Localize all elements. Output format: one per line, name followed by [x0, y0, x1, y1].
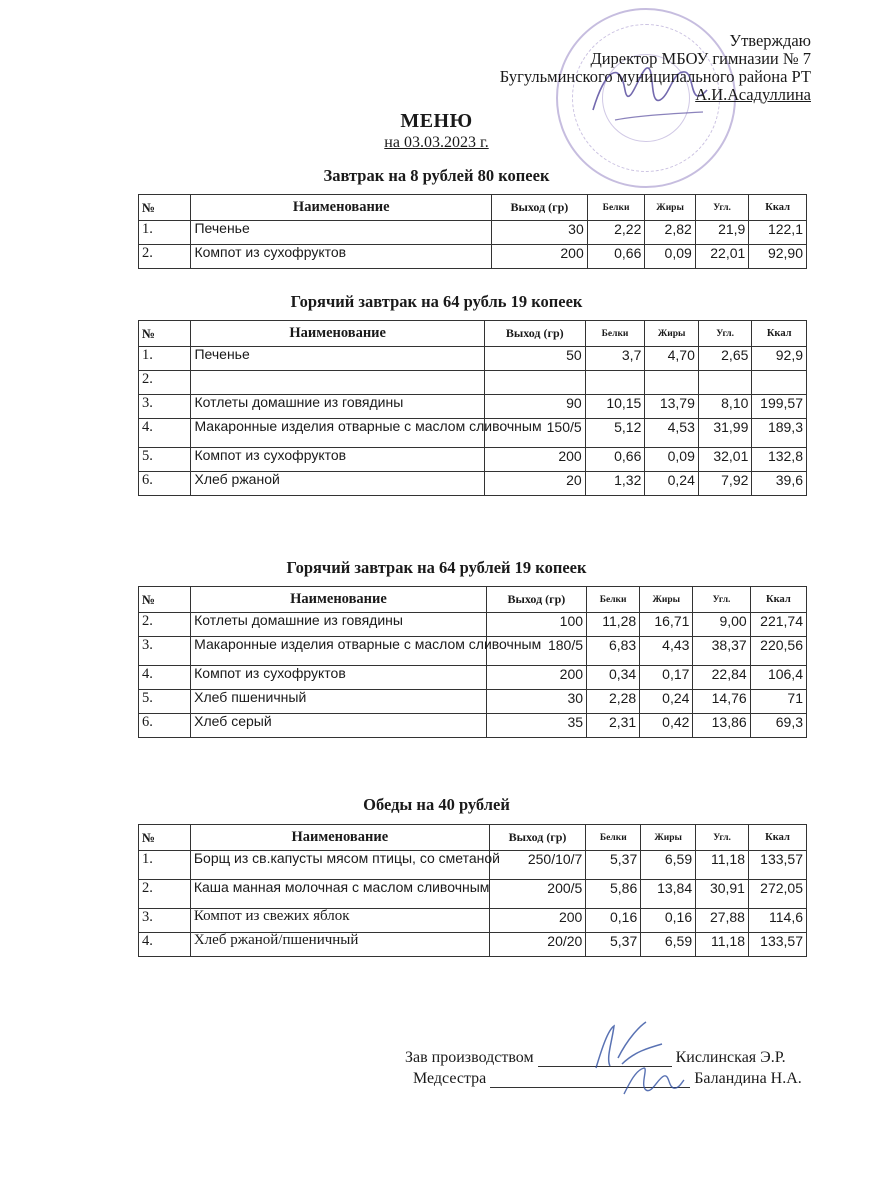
- dish-yield: 50: [484, 347, 585, 371]
- header-carbs: Угл.: [698, 321, 752, 347]
- header-kcal: Ккал: [749, 195, 807, 221]
- dish-fat: 0,42: [640, 714, 693, 738]
- dish-kcal: 189,3: [752, 419, 807, 448]
- header-name: Наименование: [191, 195, 492, 221]
- row-num: 4.: [139, 933, 191, 957]
- dish-yield: 250/10/7: [489, 851, 586, 880]
- header-fat: Жиры: [640, 587, 693, 613]
- dish-carbs: 30,91: [696, 880, 749, 909]
- signature-name: Баландина Н.А.: [694, 1070, 802, 1087]
- dish-fat: 2,82: [645, 221, 695, 245]
- dish-yield: 200: [492, 245, 588, 269]
- dish-kcal: [752, 371, 807, 395]
- dish-protein: 5,37: [586, 933, 641, 957]
- table-row: [139, 851, 807, 880]
- dish-fat: 0,24: [645, 472, 699, 496]
- header-carbs: Угл.: [696, 825, 749, 851]
- row-num: 5.: [139, 448, 191, 472]
- row-num: 6.: [139, 714, 191, 738]
- header-carbs: Угл.: [695, 195, 749, 221]
- dish-kcal: 221,74: [750, 613, 806, 637]
- header-kcal: Ккал: [752, 321, 807, 347]
- signature-role: Зав производством: [405, 1049, 534, 1066]
- dish-carbs: 21,9: [695, 221, 749, 245]
- header-num: №: [139, 195, 191, 221]
- dish-kcal: 39,6: [752, 472, 807, 496]
- dish-carbs: 22,84: [693, 666, 750, 690]
- approval-line-3: Бугульминского муниципального района РТ: [499, 67, 811, 86]
- dish-yield: 35: [486, 714, 586, 738]
- table-row: [139, 637, 807, 666]
- dish-kcal: 114,6: [748, 909, 806, 933]
- dish-protein: 2,28: [587, 690, 640, 714]
- table-row: [139, 245, 807, 269]
- dish-protein: 5,37: [586, 851, 641, 880]
- dish-protein: 2,22: [587, 221, 645, 245]
- dish-carbs: 11,18: [696, 851, 749, 880]
- dish-fat: 6,59: [641, 851, 696, 880]
- dish-fat: 6,59: [641, 933, 696, 957]
- dish-protein: 11,28: [587, 613, 640, 637]
- table-row: [139, 909, 807, 933]
- menu-table-breakfast: [138, 194, 807, 269]
- dish-name: Компот из свежих яблок: [190, 909, 489, 933]
- dish-protein: 5,86: [586, 880, 641, 909]
- dish-kcal: 122,1: [749, 221, 807, 245]
- table-row: [139, 472, 807, 496]
- dish-fat: 0,09: [645, 245, 695, 269]
- dish-carbs: 38,37: [693, 637, 750, 666]
- dish-protein: 5,12: [585, 419, 645, 448]
- dish-kcal: 220,56: [750, 637, 806, 666]
- dish-name: [191, 371, 484, 395]
- dish-fat: 13,84: [641, 880, 696, 909]
- dish-carbs: 31,99: [698, 419, 752, 448]
- table-row: [139, 395, 807, 419]
- header-protein: Белки: [587, 195, 645, 221]
- table-row: [139, 448, 807, 472]
- header-num: №: [139, 587, 191, 613]
- dish-yield: 150/5: [484, 419, 585, 448]
- row-num: 3.: [139, 909, 191, 933]
- dish-name: Котлеты домашние из говядины: [191, 395, 484, 419]
- dish-name: Макаронные изделия отварные с маслом сливочным: [191, 637, 487, 666]
- dish-fat: 0,09: [645, 448, 699, 472]
- row-num: 4.: [139, 419, 191, 448]
- dish-fat: 4,43: [640, 637, 693, 666]
- dish-name: Хлеб серый: [191, 714, 487, 738]
- dish-name: Хлеб ржаной: [191, 472, 484, 496]
- header-name: Наименование: [190, 825, 489, 851]
- dish-protein: 1,32: [585, 472, 645, 496]
- header-name: Наименование: [191, 587, 487, 613]
- dish-kcal: 106,4: [750, 666, 806, 690]
- dish-yield: 200/5: [489, 880, 586, 909]
- dish-yield: 30: [486, 690, 586, 714]
- row-num: 5.: [139, 690, 191, 714]
- signature-name: Кислинская Э.Р.: [675, 1049, 786, 1066]
- dish-yield: 20: [484, 472, 585, 496]
- table-row: [139, 419, 807, 448]
- dish-kcal: 132,8: [752, 448, 807, 472]
- dish-carbs: [698, 371, 752, 395]
- approval-block: [411, 32, 811, 104]
- dish-yield: 90: [484, 395, 585, 419]
- dish-kcal: 272,05: [748, 880, 806, 909]
- table-row: [139, 666, 807, 690]
- header-fat: Жиры: [641, 825, 696, 851]
- header-protein: Белки: [586, 825, 641, 851]
- dish-carbs: 22,01: [695, 245, 749, 269]
- section-title-hot-breakfast-2: Горячий завтрак на 64 рублей 19 копеек: [286, 558, 587, 577]
- dish-name: Печенье: [191, 347, 484, 371]
- dish-name: Каша манная молочная с маслом сливочным: [190, 880, 489, 909]
- dish-fat: 0,24: [640, 690, 693, 714]
- dish-yield: 200: [484, 448, 585, 472]
- dish-yield: [484, 371, 585, 395]
- dish-protein: 0,34: [587, 666, 640, 690]
- header-num: №: [139, 321, 191, 347]
- row-num: 3.: [139, 395, 191, 419]
- dish-fat: 13,79: [645, 395, 699, 419]
- header-kcal: Ккал: [750, 587, 806, 613]
- dish-fat: 0,17: [640, 666, 693, 690]
- header-fat: Жиры: [645, 321, 699, 347]
- table-row: [139, 371, 807, 395]
- dish-fat: 0,16: [641, 909, 696, 933]
- dish-name: Макаронные изделия отварные с маслом сливочным: [191, 419, 484, 448]
- menu-table-lunch: [138, 824, 807, 957]
- header-yield: Выход (гр): [486, 587, 586, 613]
- dish-carbs: 13,86: [693, 714, 750, 738]
- dish-fat: 4,53: [645, 419, 699, 448]
- dish-name: Хлеб ржаной/пшеничный: [190, 933, 489, 957]
- dish-yield: 200: [489, 909, 586, 933]
- dish-carbs: 7,92: [698, 472, 752, 496]
- page-title: МЕНЮ: [400, 110, 473, 132]
- header-yield: Выход (гр): [484, 321, 585, 347]
- dish-protein: [585, 371, 645, 395]
- dish-kcal: 92,90: [749, 245, 807, 269]
- menu-table-hot-breakfast-1: [138, 320, 807, 496]
- row-num: 4.: [139, 666, 191, 690]
- dish-fat: [645, 371, 699, 395]
- row-num: 6.: [139, 472, 191, 496]
- dish-carbs: 14,76: [693, 690, 750, 714]
- dish-yield: 200: [486, 666, 586, 690]
- table-row: [139, 714, 807, 738]
- dish-name: Печенье: [191, 221, 492, 245]
- dish-name: Компот из сухофруктов: [191, 448, 484, 472]
- dish-carbs: 32,01: [698, 448, 752, 472]
- section-title-breakfast: Завтрак на 8 рублей 80 копеек: [323, 166, 550, 185]
- approval-line-1: Утверждаю: [729, 31, 811, 50]
- header-fat: Жиры: [645, 195, 695, 221]
- dish-kcal: 71: [750, 690, 806, 714]
- dish-name: Хлеб пшеничный: [191, 690, 487, 714]
- dish-kcal: 199,57: [752, 395, 807, 419]
- dish-carbs: 27,88: [696, 909, 749, 933]
- dish-name: Борщ из св.капусты мясом птицы, со сметаной: [190, 851, 489, 880]
- dish-yield: 180/5: [486, 637, 586, 666]
- dish-name: Компот из сухофруктов: [191, 245, 492, 269]
- signature-role: Медсестра: [413, 1070, 487, 1087]
- header-kcal: Ккал: [748, 825, 806, 851]
- dish-protein: 0,66: [587, 245, 645, 269]
- row-num: 2.: [139, 371, 191, 395]
- dish-protein: 2,31: [587, 714, 640, 738]
- dish-protein: 0,66: [585, 448, 645, 472]
- dish-kcal: 92,9: [752, 347, 807, 371]
- row-num: 2.: [139, 880, 191, 909]
- header-yield: Выход (гр): [489, 825, 586, 851]
- dish-yield: 100: [486, 613, 586, 637]
- dish-kcal: 133,57: [748, 933, 806, 957]
- dish-yield: 30: [492, 221, 588, 245]
- row-num: 1.: [139, 221, 191, 245]
- header-yield: Выход (гр): [492, 195, 588, 221]
- header-protein: Белки: [587, 587, 640, 613]
- dish-protein: 3,7: [585, 347, 645, 371]
- approval-name: А.И.Асадуллина: [695, 85, 811, 104]
- nurse-signature: [618, 1060, 688, 1100]
- table-row: [139, 690, 807, 714]
- approval-line-2: Директор МБОУ гимназии № 7: [590, 49, 811, 68]
- section-title-hot-breakfast-1: Горячий завтрак на 64 рубль 19 копеек: [290, 292, 583, 311]
- dish-fat: 16,71: [640, 613, 693, 637]
- table-row: [139, 880, 807, 909]
- menu-table-hot-breakfast-2: [138, 586, 807, 738]
- row-num: 3.: [139, 637, 191, 666]
- header-carbs: Угл.: [693, 587, 750, 613]
- dish-name: Компот из сухофруктов: [191, 666, 487, 690]
- row-num: 2.: [139, 613, 191, 637]
- header-protein: Белки: [585, 321, 645, 347]
- section-title-lunch: Обеды на 40 рублей: [363, 795, 510, 814]
- header-name: Наименование: [191, 321, 484, 347]
- dish-kcal: 133,57: [748, 851, 806, 880]
- menu-date: на 03.03.2023 г.: [384, 134, 489, 151]
- table-row: [139, 221, 807, 245]
- table-row: [139, 613, 807, 637]
- row-num: 1.: [139, 851, 191, 880]
- dish-carbs: 8,10: [698, 395, 752, 419]
- header-num: №: [139, 825, 191, 851]
- dish-kcal: 69,3: [750, 714, 806, 738]
- dish-protein: 0,16: [586, 909, 641, 933]
- dish-carbs: 9,00: [693, 613, 750, 637]
- row-num: 1.: [139, 347, 191, 371]
- dish-protein: 6,83: [587, 637, 640, 666]
- dish-yield: 20/20: [489, 933, 586, 957]
- dish-fat: 4,70: [645, 347, 699, 371]
- dish-name: Котлеты домашние из говядины: [191, 613, 487, 637]
- dish-protein: 10,15: [585, 395, 645, 419]
- table-row: [139, 347, 807, 371]
- dish-carbs: 2,65: [698, 347, 752, 371]
- row-num: 2.: [139, 245, 191, 269]
- table-row: [139, 933, 807, 957]
- dish-carbs: 11,18: [696, 933, 749, 957]
